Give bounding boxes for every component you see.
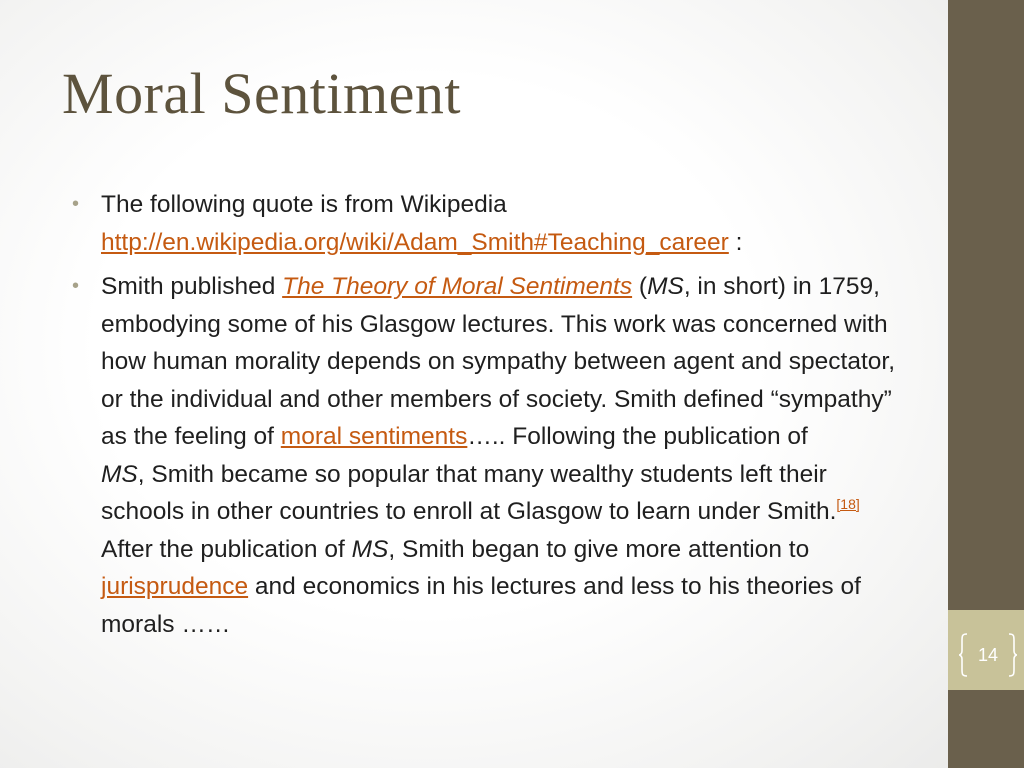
bullet-item-source <box>72 186 900 261</box>
ms-abbrev: MS <box>101 460 138 488</box>
jurisprudence-link[interactable]: jurisprudence <box>101 573 249 600</box>
bullet-text-intro: The following quote is from Wikipedia <box>101 191 507 218</box>
quote-text-7: , Smith began to give more attention to <box>388 535 810 563</box>
bullet-list <box>72 186 900 643</box>
bullet-item-quote <box>72 268 900 643</box>
ms-abbrev: MS <box>351 535 389 563</box>
ms-abbrev: MS <box>647 273 684 300</box>
quote-text-2: ( <box>632 273 648 300</box>
slide-title: Moral Sentiment <box>62 61 461 126</box>
page-number: 14 <box>977 645 999 665</box>
reference-superscript <box>836 492 859 514</box>
moral-sentiments-link[interactable]: moral sentiments <box>280 423 468 450</box>
quote-text-3: , in short) in 1759, embodying some of his Glasgow lectures. This work was concerned with how human morality depends on sympathy between agent and spectator, or the individual and other members of society. Smith defined “sympathy” as the feeling of <box>101 273 896 450</box>
quote-text-6: After the publication of <box>101 535 352 563</box>
bullet-icon: • <box>72 275 80 297</box>
quote-text-8: and economics in his lectures and less to his theories of morals …… <box>101 573 861 638</box>
quote-text-4: ….. Following the publication of <box>467 423 808 450</box>
bullet-text-colon: : <box>728 228 743 256</box>
quote-text-1: Smith published <box>101 273 283 300</box>
bullet-icon: • <box>72 193 80 215</box>
theory-of-moral-sentiments-link[interactable]: The Theory of Moral Sentiments <box>282 273 633 300</box>
wikipedia-link[interactable]: http://en.wikipedia.org/wiki/Adam_Smith#Teaching_career <box>101 228 729 256</box>
reference-18-link[interactable]: [18] <box>836 496 860 512</box>
quote-text-5: , Smith became so popular that many wealthy students left their schools in other countries to enroll at Glasgow to learn under Smith. <box>101 460 837 525</box>
